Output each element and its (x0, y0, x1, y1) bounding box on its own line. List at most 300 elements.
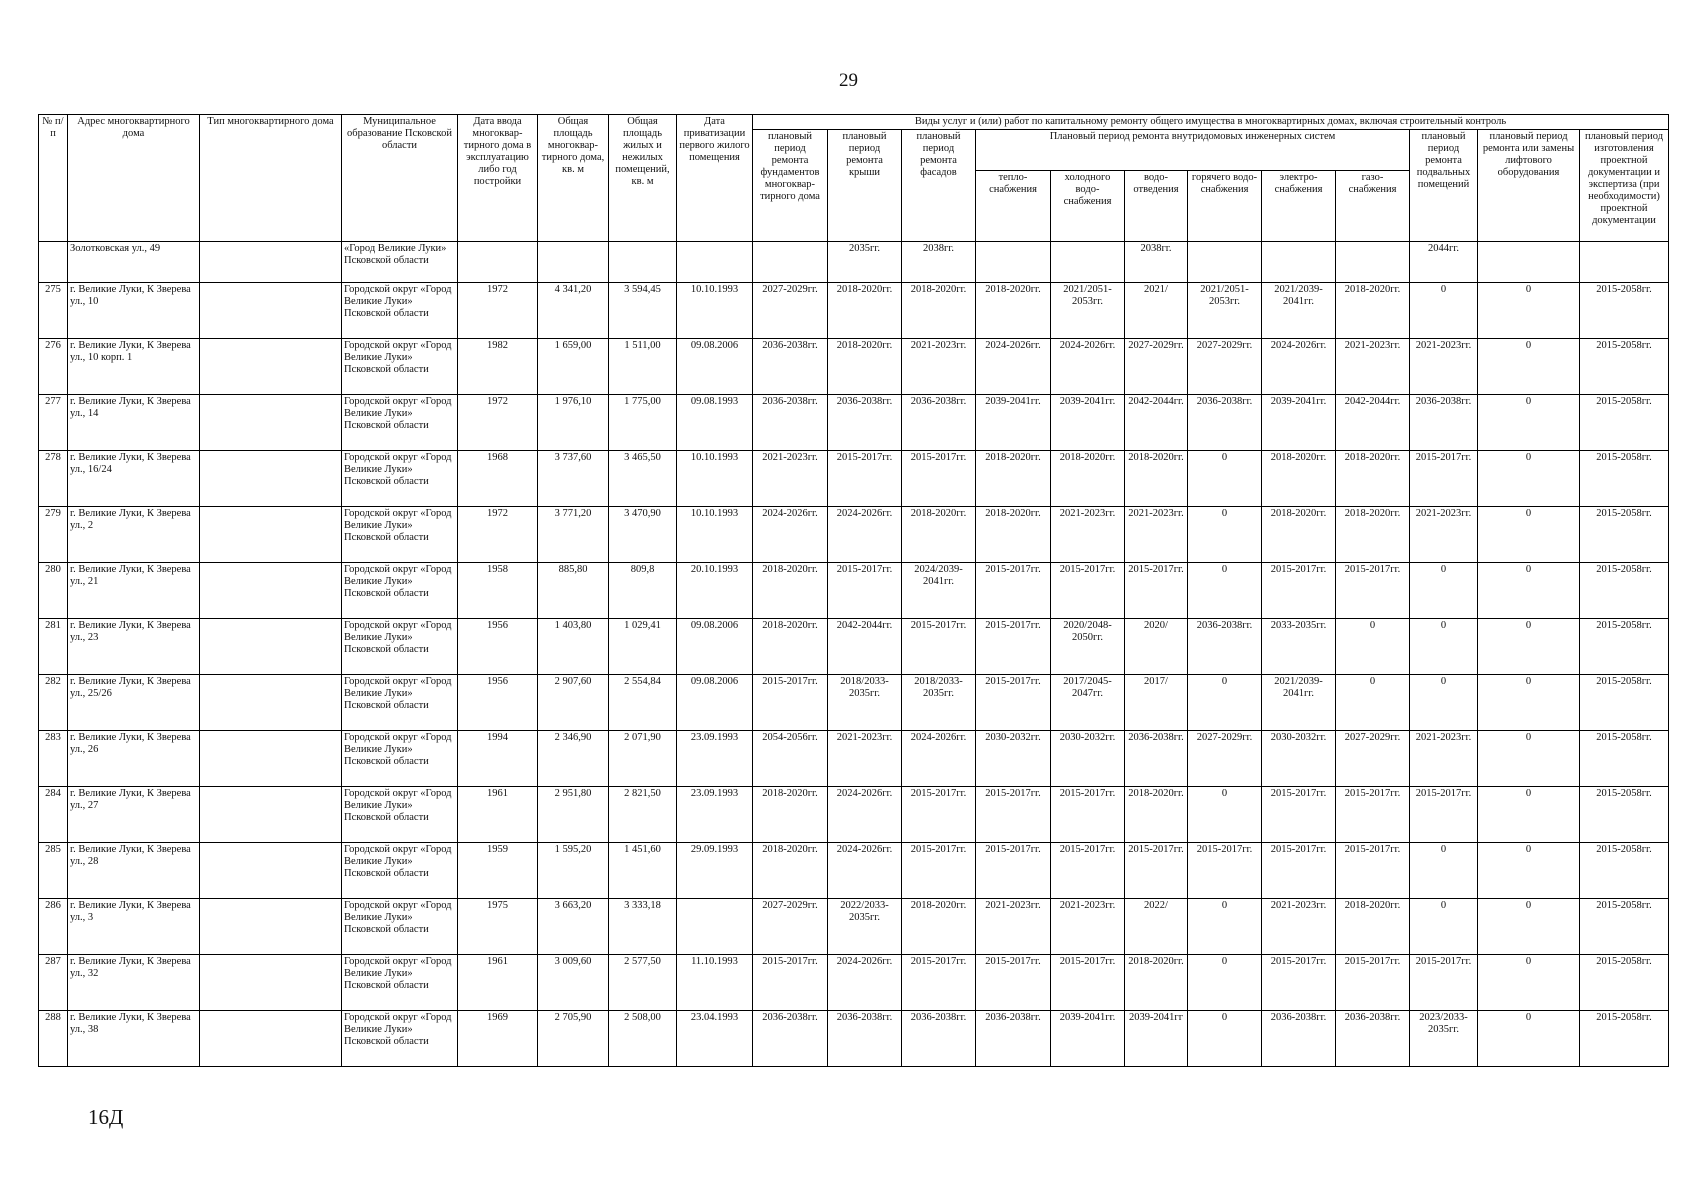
cell-living-area (609, 242, 677, 283)
cell-commission: 1975 (458, 899, 538, 955)
cell-elevator: 0 (1478, 563, 1580, 619)
cell-municipality: Городской округ «Город Великие Луки» Псковской области (342, 563, 458, 619)
cell-commission: 1956 (458, 619, 538, 675)
cell-foundation: 2036-2038гг. (753, 1011, 828, 1067)
cell-basement: 2021-2023гг. (1410, 731, 1478, 787)
cell-address: г. Великие Луки, К Зверева ул., 26 (68, 731, 200, 787)
cell-heat (976, 242, 1051, 283)
cell-elevator: 0 (1478, 451, 1580, 507)
cell-type (200, 731, 342, 787)
cell-roof: 2024-2026гг. (828, 787, 902, 843)
cell-hot-water: 0 (1188, 899, 1262, 955)
cell-type (200, 787, 342, 843)
cell-cold-water: 2018-2020гг. (1051, 451, 1125, 507)
table-row (39, 955, 1669, 1011)
cell-heat: 2015-2017гг. (976, 675, 1051, 731)
cell-elevator: 0 (1478, 787, 1580, 843)
cell-privatization: 23.09.1993 (677, 787, 753, 843)
cell-design: 2015-2058гг. (1580, 563, 1669, 619)
cell-facade: 2015-2017гг. (902, 787, 976, 843)
cell-roof: 2024-2026гг. (828, 843, 902, 899)
cell-num: 285 (39, 843, 68, 899)
header-hot-water: горячего водо-снабжения (1188, 170, 1262, 242)
cell-gas: 0 (1336, 675, 1410, 731)
cell-type (200, 395, 342, 451)
cell-elevator (1478, 242, 1580, 283)
cell-basement: 2015-2017гг. (1410, 451, 1478, 507)
cell-privatization: 23.04.1993 (677, 1011, 753, 1067)
cell-total-area: 1 659,00 (538, 339, 609, 395)
cell-facade: 2015-2017гг. (902, 843, 976, 899)
cell-roof: 2015-2017гг. (828, 563, 902, 619)
cell-foundation: 2036-2038гг. (753, 395, 828, 451)
cell-sewer: 2021/ (1125, 283, 1188, 339)
cell-electric: 2033-2035гг. (1262, 619, 1336, 675)
cell-address: г. Великие Луки, К Зверева ул., 27 (68, 787, 200, 843)
footer-code: 16Д (88, 1105, 124, 1129)
cell-living-area: 2 554,84 (609, 675, 677, 731)
cell-municipality: Городской округ «Город Великие Луки» Псковской области (342, 1011, 458, 1067)
cell-electric: 2015-2017гг. (1262, 563, 1336, 619)
cell-sewer: 2027-2029гг. (1125, 339, 1188, 395)
cell-design: 2015-2058гг. (1580, 339, 1669, 395)
cell-type (200, 619, 342, 675)
header-living-area: Общая площадь жилых и нежилых помещений, кв. м (609, 115, 677, 242)
header-foundation: плановый период ремонта фундаментов многоквар-тирного дома (753, 130, 828, 242)
cell-type (200, 242, 342, 283)
cell-commission: 1972 (458, 507, 538, 563)
cell-foundation: 2027-2029гг. (753, 899, 828, 955)
cell-roof: 2024-2026гг. (828, 507, 902, 563)
cell-facade: 2036-2038гг. (902, 1011, 976, 1067)
cell-living-area: 1 029,41 (609, 619, 677, 675)
cell-basement: 0 (1410, 619, 1478, 675)
cell-address: г. Великие Луки, К Зверева ул., 16/24 (68, 451, 200, 507)
table-row (39, 899, 1669, 955)
cell-elevator: 0 (1478, 619, 1580, 675)
cell-elevator: 0 (1478, 955, 1580, 1011)
cell-facade: 2018/2033-2035гг. (902, 675, 976, 731)
cell-electric: 2024-2026гг. (1262, 339, 1336, 395)
cell-commission: 1972 (458, 395, 538, 451)
cell-sewer: 2020/ (1125, 619, 1188, 675)
table-row (39, 451, 1669, 507)
cell-living-area: 3 594,45 (609, 283, 677, 339)
cell-design: 2015-2058гг. (1580, 507, 1669, 563)
cell-cold-water: 2024-2026гг. (1051, 339, 1125, 395)
cell-electric: 2018-2020гг. (1262, 451, 1336, 507)
cell-heat: 2015-2017гг. (976, 843, 1051, 899)
cell-design: 2015-2058гг. (1580, 675, 1669, 731)
cell-sewer: 2018-2020гг. (1125, 451, 1188, 507)
cell-sewer: 2017/ (1125, 675, 1188, 731)
cell-privatization: 23.09.1993 (677, 731, 753, 787)
cell-commission: 1961 (458, 955, 538, 1011)
cell-commission: 1958 (458, 563, 538, 619)
cell-cold-water: 2017/2045-2047гг. (1051, 675, 1125, 731)
cell-design: 2015-2058гг. (1580, 731, 1669, 787)
cell-elevator: 0 (1478, 395, 1580, 451)
cell-num: 280 (39, 563, 68, 619)
cell-living-area: 1 511,00 (609, 339, 677, 395)
cell-electric: 2015-2017гг. (1262, 787, 1336, 843)
cell-hot-water: 2015-2017гг. (1188, 843, 1262, 899)
cell-total-area: 2 907,60 (538, 675, 609, 731)
cell-electric: 2015-2017гг. (1262, 843, 1336, 899)
cell-type (200, 843, 342, 899)
cell-num: 283 (39, 731, 68, 787)
cell-electric: 2030-2032гг. (1262, 731, 1336, 787)
cell-living-area: 3 465,50 (609, 451, 677, 507)
cell-num: 275 (39, 283, 68, 339)
cell-sewer: 2042-2044гг. (1125, 395, 1188, 451)
table-row (39, 843, 1669, 899)
cell-heat: 2021-2023гг. (976, 899, 1051, 955)
cell-sewer: 2021-2023гг. (1125, 507, 1188, 563)
header-gas: газо-снабжения (1336, 170, 1410, 242)
cell-foundation: 2021-2023гг. (753, 451, 828, 507)
cell-design: 2015-2058гг. (1580, 283, 1669, 339)
cell-basement: 2015-2017гг. (1410, 787, 1478, 843)
cell-sewer: 2015-2017гг. (1125, 563, 1188, 619)
header-commission-date: Дата ввода многоквар-тирного дома в эксплуатацию либо год постройки (458, 115, 538, 242)
cell-privatization: 10.10.1993 (677, 507, 753, 563)
cell-address: г. Великие Луки, К Зверева ул., 28 (68, 843, 200, 899)
cell-foundation: 2018-2020гг. (753, 843, 828, 899)
cell-cold-water (1051, 242, 1125, 283)
cell-design: 2015-2058гг. (1580, 395, 1669, 451)
cell-gas (1336, 242, 1410, 283)
table-row (39, 1011, 1669, 1067)
cell-foundation: 2024-2026гг. (753, 507, 828, 563)
cell-commission: 1959 (458, 843, 538, 899)
cell-basement: 2036-2038гг. (1410, 395, 1478, 451)
table-row-continuation (39, 242, 1669, 283)
cell-privatization: 09.08.1993 (677, 395, 753, 451)
cell-address: г. Великие Луки, К Зверева ул., 32 (68, 955, 200, 1011)
cell-municipality: Городской округ «Город Великие Луки» Псковской области (342, 507, 458, 563)
cell-privatization: 10.10.1993 (677, 283, 753, 339)
cell-type (200, 899, 342, 955)
cell-privatization (677, 242, 753, 283)
cell-total-area: 3 663,20 (538, 899, 609, 955)
header-num: № п/п (39, 115, 68, 242)
cell-facade: 2015-2017гг. (902, 451, 976, 507)
cell-cold-water: 2015-2017гг. (1051, 955, 1125, 1011)
cell-num: 282 (39, 675, 68, 731)
cell-cold-water: 2020/2048-2050гг. (1051, 619, 1125, 675)
cell-address: г. Великие Луки, К Зверева ул., 10 (68, 283, 200, 339)
cell-sewer: 2018-2020гг. (1125, 787, 1188, 843)
cell-basement: 2044гг. (1410, 242, 1478, 283)
cell-basement: 0 (1410, 283, 1478, 339)
cell-basement: 0 (1410, 843, 1478, 899)
cell-municipality: Городской округ «Город Великие Луки» Псковской области (342, 899, 458, 955)
cell-living-area: 1 775,00 (609, 395, 677, 451)
cell-heat: 2018-2020гг. (976, 283, 1051, 339)
cell-municipality: Городской округ «Город Великие Луки» Псковской области (342, 955, 458, 1011)
cell-facade: 2018-2020гг. (902, 507, 976, 563)
cell-roof: 2042-2044гг. (828, 619, 902, 675)
cell-elevator: 0 (1478, 843, 1580, 899)
cell-heat: 2015-2017гг. (976, 787, 1051, 843)
cell-address: г. Великие Луки, К Зверева ул., 3 (68, 899, 200, 955)
cell-gas: 2021-2023гг. (1336, 339, 1410, 395)
cell-num: 281 (39, 619, 68, 675)
cell-commission: 1969 (458, 1011, 538, 1067)
cell-basement: 2021-2023гг. (1410, 507, 1478, 563)
cell-commission (458, 242, 538, 283)
cell-type (200, 339, 342, 395)
cell-total-area: 2 346,90 (538, 731, 609, 787)
cell-type (200, 955, 342, 1011)
cell-privatization: 10.10.1993 (677, 451, 753, 507)
cell-sewer: 2022/ (1125, 899, 1188, 955)
cell-commission: 1982 (458, 339, 538, 395)
cell-facade: 2036-2038гг. (902, 395, 976, 451)
cell-hot-water: 0 (1188, 451, 1262, 507)
table-row (39, 339, 1669, 395)
cell-electric: 2036-2038гг. (1262, 1011, 1336, 1067)
cell-commission: 1994 (458, 731, 538, 787)
cell-roof: 2021-2023гг. (828, 731, 902, 787)
header-privatization-date: Дата приватизации первого жилого помещения (677, 115, 753, 242)
cell-commission: 1961 (458, 787, 538, 843)
cell-type (200, 563, 342, 619)
cell-type (200, 283, 342, 339)
cell-heat: 2024-2026гг. (976, 339, 1051, 395)
cell-total-area: 1 595,20 (538, 843, 609, 899)
cell-facade: 2018-2020гг. (902, 899, 976, 955)
cell-foundation: 2015-2017гг. (753, 675, 828, 731)
cell-living-area: 2 508,00 (609, 1011, 677, 1067)
cell-facade: 2018-2020гг. (902, 283, 976, 339)
cell-gas: 2036-2038гг. (1336, 1011, 1410, 1067)
cell-elevator: 0 (1478, 339, 1580, 395)
cell-total-area: 3 737,60 (538, 451, 609, 507)
cell-address: г. Великие Луки, К Зверева ул., 21 (68, 563, 200, 619)
cell-elevator: 0 (1478, 899, 1580, 955)
cell-heat: 2030-2032гг. (976, 731, 1051, 787)
cell-basement: 0 (1410, 899, 1478, 955)
cell-address: г. Великие Луки, К Зверева ул., 38 (68, 1011, 200, 1067)
cell-municipality: Городской округ «Город Великие Луки» Псковской области (342, 731, 458, 787)
cell-type (200, 1011, 342, 1067)
cell-roof: 2036-2038гг. (828, 395, 902, 451)
cell-foundation (753, 242, 828, 283)
cell-roof: 2018-2020гг. (828, 283, 902, 339)
cell-cold-water: 2021/2051-2053гг. (1051, 283, 1125, 339)
cell-type (200, 507, 342, 563)
cell-cold-water: 2021-2023гг. (1051, 899, 1125, 955)
cell-cold-water: 2015-2017гг. (1051, 563, 1125, 619)
cell-privatization: 11.10.1993 (677, 955, 753, 1011)
cell-hot-water: 2027-2029гг. (1188, 731, 1262, 787)
cell-electric: 2015-2017гг. (1262, 955, 1336, 1011)
header-works-group: Виды услуг и (или) работ по капитальному ремонту общего имущества в многоквартирных домах, включая строительный контроль (753, 115, 1669, 130)
cell-roof: 2024-2026гг. (828, 955, 902, 1011)
cell-cold-water: 2039-2041гг. (1051, 395, 1125, 451)
cell-gas: 2015-2017гг. (1336, 787, 1410, 843)
cell-num: 284 (39, 787, 68, 843)
cell-num: 288 (39, 1011, 68, 1067)
cell-gas: 2015-2017гг. (1336, 563, 1410, 619)
cell-municipality: Городской округ «Город Великие Луки» Псковской области (342, 843, 458, 899)
header-sewer: водо-отведения (1125, 170, 1188, 242)
cell-living-area: 809,8 (609, 563, 677, 619)
header-heat: тепло-снабжения (976, 170, 1051, 242)
cell-roof: 2022/2033-2035гг. (828, 899, 902, 955)
cell-num: 279 (39, 507, 68, 563)
cell-commission: 1968 (458, 451, 538, 507)
cell-hot-water: 0 (1188, 787, 1262, 843)
cell-municipality: Городской округ «Город Великие Луки» Псковской области (342, 283, 458, 339)
page-number: 29 (839, 70, 858, 91)
cell-electric: 2021/2039-2041гг. (1262, 675, 1336, 731)
cell-living-area: 2 577,50 (609, 955, 677, 1011)
cell-hot-water: 2021/2051-2053гг. (1188, 283, 1262, 339)
cell-address: г. Великие Луки, К Зверева ул., 25/26 (68, 675, 200, 731)
cell-electric: 2018-2020гг. (1262, 507, 1336, 563)
cell-address: г. Великие Луки, К Зверева ул., 14 (68, 395, 200, 451)
cell-design: 2015-2058гг. (1580, 843, 1669, 899)
cell-hot-water (1188, 242, 1262, 283)
cell-municipality: Городской округ «Город Великие Луки» Псковской области (342, 451, 458, 507)
cell-sewer: 2038гг. (1125, 242, 1188, 283)
cell-facade: 2038гг. (902, 242, 976, 283)
cell-design: 2015-2058гг. (1580, 1011, 1669, 1067)
cell-foundation: 2027-2029гг. (753, 283, 828, 339)
cell-total-area: 2 705,90 (538, 1011, 609, 1067)
table-row (39, 563, 1669, 619)
cell-heat: 2036-2038гг. (976, 1011, 1051, 1067)
cell-total-area: 1 976,10 (538, 395, 609, 451)
cell-electric: 2021/2039-2041гг. (1262, 283, 1336, 339)
cell-roof: 2018-2020гг. (828, 339, 902, 395)
cell-foundation: 2018-2020гг. (753, 619, 828, 675)
header-design: плановый период изготовления проектной документации и экспертиза (при необходимости) проектной документации (1580, 130, 1669, 242)
cell-roof: 2015-2017гг. (828, 451, 902, 507)
capital-repair-table (38, 114, 1669, 1067)
cell-elevator: 0 (1478, 283, 1580, 339)
cell-design (1580, 242, 1669, 283)
cell-type (200, 451, 342, 507)
cell-hot-water: 2027-2029гг. (1188, 339, 1262, 395)
cell-basement: 0 (1410, 563, 1478, 619)
table-row (39, 283, 1669, 339)
cell-facade: 2015-2017гг. (902, 619, 976, 675)
cell-living-area: 3 333,18 (609, 899, 677, 955)
cell-hot-water: 0 (1188, 1011, 1262, 1067)
cell-municipality: «Город Великие Луки» Псковской области (342, 242, 458, 283)
cell-municipality: Городской округ «Город Великие Луки» Псковской области (342, 339, 458, 395)
cell-heat: 2015-2017гг. (976, 955, 1051, 1011)
header-municipality: Муниципальное образование Псковской области (342, 115, 458, 242)
cell-basement: 2021-2023гг. (1410, 339, 1478, 395)
cell-electric: 2021-2023гг. (1262, 899, 1336, 955)
cell-foundation: 2018-2020гг. (753, 563, 828, 619)
cell-num: 277 (39, 395, 68, 451)
cell-privatization: 09.08.2006 (677, 675, 753, 731)
cell-facade: 2015-2017гг. (902, 955, 976, 1011)
cell-hot-water: 0 (1188, 507, 1262, 563)
cell-gas: 2018-2020гг. (1336, 507, 1410, 563)
cell-foundation: 2054-2056гг. (753, 731, 828, 787)
cell-total-area: 1 403,80 (538, 619, 609, 675)
cell-design: 2015-2058гг. (1580, 955, 1669, 1011)
cell-address: г. Великие Луки, К Зверева ул., 10 корп. 1 (68, 339, 200, 395)
header-systems-group: Плановый период ремонта внутридомовых инженерных систем (976, 130, 1410, 171)
cell-total-area: 885,80 (538, 563, 609, 619)
cell-design: 2015-2058гг. (1580, 787, 1669, 843)
table-row (39, 731, 1669, 787)
cell-heat: 2039-2041гг. (976, 395, 1051, 451)
cell-num: 287 (39, 955, 68, 1011)
cell-cold-water: 2039-2041гг. (1051, 1011, 1125, 1067)
cell-electric: 2039-2041гг. (1262, 395, 1336, 451)
cell-facade: 2024-2026гг. (902, 731, 976, 787)
cell-municipality: Городской округ «Город Великие Луки» Псковской области (342, 675, 458, 731)
cell-design: 2015-2058гг. (1580, 451, 1669, 507)
cell-gas: 2018-2020гг. (1336, 451, 1410, 507)
cell-roof: 2035гг. (828, 242, 902, 283)
cell-facade: 2024/2039-2041гг. (902, 563, 976, 619)
cell-gas: 2018-2020гг. (1336, 899, 1410, 955)
cell-type (200, 675, 342, 731)
cell-elevator: 0 (1478, 507, 1580, 563)
cell-heat: 2015-2017гг. (976, 563, 1051, 619)
cell-address: г. Великие Луки, К Зверева ул., 23 (68, 619, 200, 675)
cell-num: 286 (39, 899, 68, 955)
cell-privatization: 29.09.1993 (677, 843, 753, 899)
cell-facade: 2021-2023гг. (902, 339, 976, 395)
cell-living-area: 2 071,90 (609, 731, 677, 787)
cell-gas: 2015-2017гг. (1336, 955, 1410, 1011)
cell-total-area: 3 009,60 (538, 955, 609, 1011)
cell-basement: 0 (1410, 675, 1478, 731)
cell-sewer: 2015-2017гг. (1125, 843, 1188, 899)
cell-municipality: Городской округ «Город Великие Луки» Псковской области (342, 619, 458, 675)
cell-municipality: Городской округ «Город Великие Луки» Псковской области (342, 787, 458, 843)
cell-heat: 2018-2020гг. (976, 451, 1051, 507)
header-electric: электро-снабжения (1262, 170, 1336, 242)
table-row (39, 507, 1669, 563)
cell-privatization: 20.10.1993 (677, 563, 753, 619)
cell-privatization: 09.08.2006 (677, 619, 753, 675)
cell-cold-water: 2015-2017гг. (1051, 787, 1125, 843)
header-facade: плановый период ремонта фасадов (902, 130, 976, 242)
cell-roof: 2018/2033-2035гг. (828, 675, 902, 731)
cell-address: г. Великие Луки, К Зверева ул., 2 (68, 507, 200, 563)
header-total-area: Общая площадь многоквар-тирного дома, кв. м (538, 115, 609, 242)
cell-total-area: 4 341,20 (538, 283, 609, 339)
header-address: Адрес многоквартирного дома (68, 115, 200, 242)
header-elevator: плановый период ремонта или замены лифтового оборудования (1478, 130, 1580, 242)
cell-municipality: Городской округ «Город Великие Луки» Псковской области (342, 395, 458, 451)
cell-gas: 2027-2029гг. (1336, 731, 1410, 787)
cell-roof: 2036-2038гг. (828, 1011, 902, 1067)
header-type: Тип многоквартирного дома (200, 115, 342, 242)
cell-sewer: 2039-2041гг (1125, 1011, 1188, 1067)
cell-hot-water: 0 (1188, 675, 1262, 731)
cell-gas: 2015-2017гг. (1336, 843, 1410, 899)
cell-heat: 2018-2020гг. (976, 507, 1051, 563)
header-roof: плановый период ремонта крыши (828, 130, 902, 242)
cell-total-area: 2 951,80 (538, 787, 609, 843)
cell-privatization: 09.08.2006 (677, 339, 753, 395)
cell-total-area (538, 242, 609, 283)
cell-heat: 2015-2017гг. (976, 619, 1051, 675)
